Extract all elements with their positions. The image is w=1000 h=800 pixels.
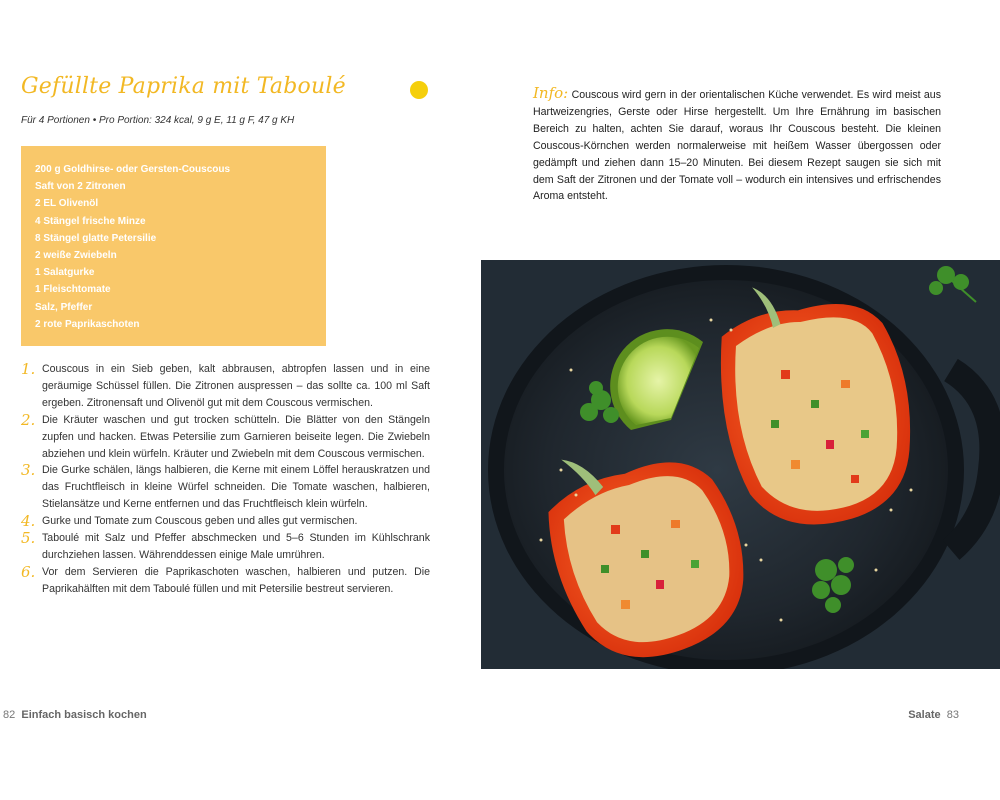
step-number: 5. xyxy=(21,529,36,548)
step-text: Taboulé mit Salz und Pfeffer abschmecken und 5–6 Stunden im Kühlschrank durchziehen lassen. Währenddessen einige Male umrühren. xyxy=(42,532,430,561)
recipe-title: Gefüllte Paprika mit Taboulé xyxy=(21,74,346,99)
step-item xyxy=(21,462,430,513)
ingredient-list xyxy=(21,146,326,346)
preparation-steps xyxy=(21,361,430,598)
page-number-right: 83 xyxy=(946,709,959,721)
yellow-dot-icon xyxy=(410,81,428,99)
stuffed-peppers-photo xyxy=(481,260,1000,669)
ingredient-item: Saft von 2 Zitronen xyxy=(35,181,126,193)
ingredient-item: 1 Fleischtomate xyxy=(35,284,111,296)
step-text: Gurke und Tomate zum Couscous geben und alles gut vermischen. xyxy=(42,515,358,528)
ingredient-item: Salz, Pfeffer xyxy=(35,301,93,313)
step-item xyxy=(21,361,430,412)
ingredient-item: 200 g Goldhirse- oder Gersten-Couscous xyxy=(35,164,231,175)
ingredient-item: 8 Stängel glatte Petersilie xyxy=(35,232,157,244)
step-text: Couscous in ein Sieb geben, kalt abbrausen, abtropfen lassen und in eine geräumige Schüssel füllen. Die Zitronen auspressen – das sollte ca. 100 ml Saft ergeben. Zitronensaft und Olivenöl gut mit dem Couscous vermischen. xyxy=(42,363,430,409)
step-item xyxy=(21,530,430,564)
step-number: 2. xyxy=(21,410,36,429)
info-box xyxy=(533,85,941,205)
step-text: Die Gurke schälen, längs halbieren, die Kerne mit einem Löffel herauskratzen und das Fruchtfleisch in kleine Würfel schneiden. Die Tomate waschen, halbieren, Stielansätze und Kerne entfernen und das Fruchtfleisch klein würfeln. xyxy=(42,464,430,511)
ingredient-item: 2 EL Olivenöl xyxy=(35,198,99,210)
step-number: 4. xyxy=(21,512,36,531)
ingredient-item: 1 Salatgurke xyxy=(35,267,95,279)
step-text: Vor dem Servieren die Paprikaschoten waschen, halbieren und putzen. Die Paprikahälften mit dem Taboulé füllen und mit Petersilie bestreut servieren. xyxy=(42,565,430,595)
ingredient-item: 4 Stängel frische Minze xyxy=(35,215,146,227)
step-item xyxy=(21,513,430,530)
step-item xyxy=(21,564,430,598)
chapter-title: Salate xyxy=(908,709,941,721)
page-number-left: 82 xyxy=(3,709,16,721)
info-label: Info: xyxy=(533,84,569,102)
step-number: 3. xyxy=(21,461,36,480)
ingredient-item: 2 rote Paprikaschoten xyxy=(35,318,140,330)
step-text: Die Kräuter waschen und gut trocken schütteln. Die Blätter von den Stängeln zupfen und hacken. Etwas Petersilie zum Garnieren beiseite legen. Die Zwiebeln abziehen und klein würfeln. Kräuter und Zwiebeln mit dem Couscous vermischen. xyxy=(42,413,430,460)
portion-info: Für 4 Portionen • Pro Portion: 324 kcal, 9 g E, 11 g F, 47 g KH xyxy=(21,115,295,126)
ingredient-item: 2 weiße Zwiebeln xyxy=(35,250,117,262)
book-title: Einfach basisch kochen xyxy=(21,709,147,721)
step-item xyxy=(21,412,430,463)
footer-left xyxy=(3,709,147,721)
step-number: 1. xyxy=(21,360,36,378)
info-text: Couscous wird gern in der orientalischen Küche verwendet. Es wird meist aus Hartweizengries, Gerste oder Hirse hergestellt. Um Ihre Ernährung im basischen Bereich zu halten, achten Sie darauf, woraus Ihr Couscous besteht. Die kleinen Couscous-Körnchen werden normalerweise mit heißem Wasser übergossen oder gedämpft und ziehen dann 15–20 Minuten. Bei diesem Rezept saugen sie sich mit dem Saft der Zitronen und der Tomate voll – wodurch ein intensives und erfrischendes Aroma entsteht. xyxy=(533,89,941,203)
footer-right xyxy=(908,709,959,721)
step-number: 6. xyxy=(21,562,36,581)
